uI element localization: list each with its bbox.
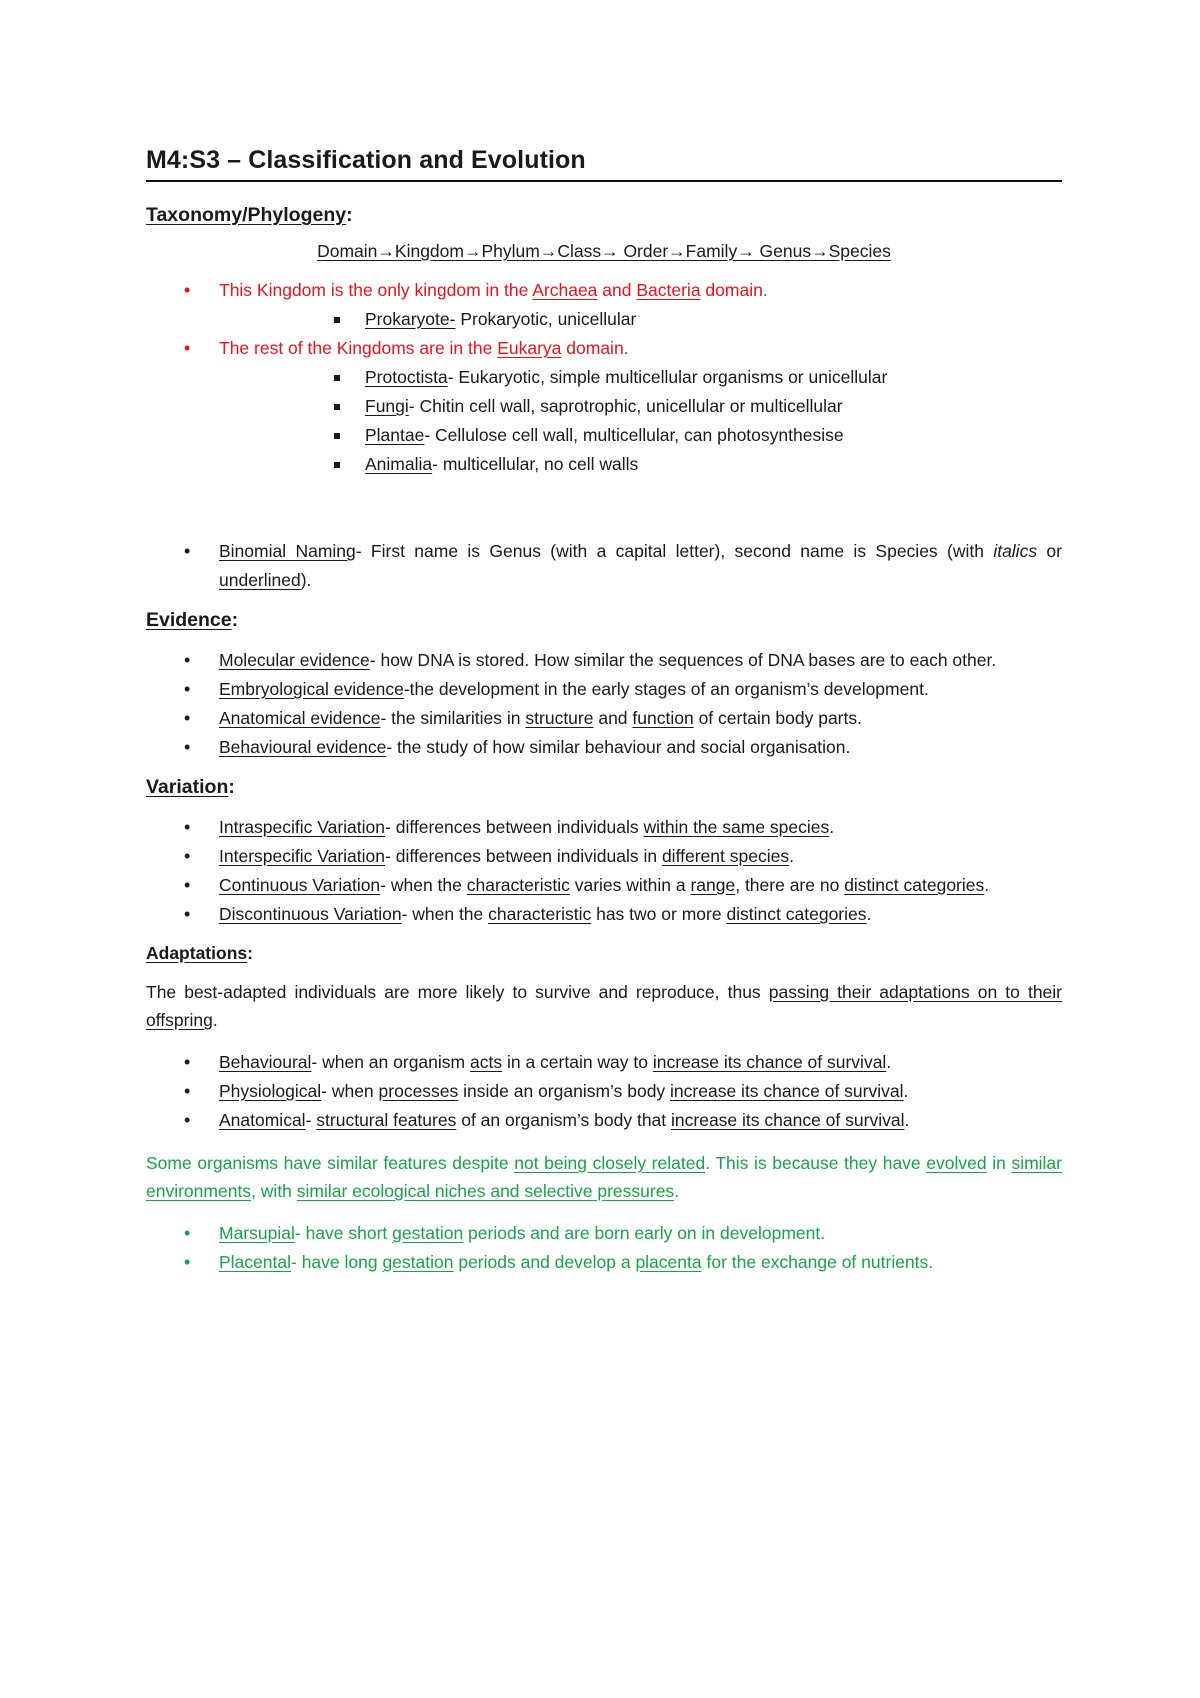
- list-item-physiological-adaptation: • Physiological- when processes inside an organism’s body increase its chance of survival.: [146, 1077, 1062, 1106]
- list-item-fungi: Fungi- Chitin cell wall, saprotrophic, unicellular or multicellular: [146, 392, 1062, 421]
- list-item-discontinuous: • Discontinuous Variation- when the characteristic has two or more distinct categories.: [146, 900, 1062, 929]
- list-item-behavioural: • Behavioural evidence- the study of how similar behaviour and social organisation.: [146, 733, 1062, 762]
- convergent-evolution-paragraph: Some organisms have similar features despite not being closely related. This is because they have evolved in similar environments, with similar ecological niches and selective pressures.: [146, 1153, 1062, 1201]
- section-heading-adaptations: Adaptations:: [146, 943, 253, 963]
- binomial-list: [146, 537, 1062, 595]
- list-item-anatomical: • Anatomical evidence- the similarities in structure and function of certain body parts.: [146, 704, 1062, 733]
- section-heading-taxonomy: Taxonomy/Phylogeny:: [146, 204, 353, 226]
- document-content: [146, 146, 1062, 1291]
- list-item-animalia: Animalia- multicellular, no cell walls: [146, 450, 1062, 479]
- section-heading-variation: Variation:: [146, 776, 235, 798]
- list-item-marsupial: • Marsupial- have short gestation periods and are born early on in development.: [146, 1219, 1062, 1248]
- list-item-molecular: • Molecular evidence- how DNA is stored. How similar the sequences of DNA bases are to each other.: [146, 646, 1062, 675]
- list-item-interspecific: • Interspecific Variation- differences between individuals in different species.: [146, 842, 1062, 871]
- evidence-list: [146, 646, 1062, 762]
- section-heading-evidence: Evidence:: [146, 609, 239, 631]
- variation-list: [146, 813, 1062, 929]
- adaptations-list: [146, 1048, 1062, 1135]
- taxonomy-sequence: Domain→Kingdom→Phylum→Class→ Order→Family→ Genus→Species: [317, 241, 891, 261]
- list-item-embryological: • Embryological evidence-the development in the early stages of an organism’s development.: [146, 675, 1062, 704]
- list-item-continuous: • Continuous Variation- when the characteristic varies within a range, there are no distinct categories.: [146, 871, 1062, 900]
- list-item-plantae: Plantae- Cellulose cell wall, multicellular, can photosynthesise: [146, 421, 1062, 450]
- list-item-protoctista: Protoctista- Eukaryotic, simple multicellular organisms or unicellular: [146, 363, 1062, 392]
- list-item-anatomical-adaptation: • Anatomical- structural features of an organism’s body that increase its chance of survival.: [146, 1106, 1062, 1135]
- adaptations-intro: The best-adapted individuals are more likely to survive and reproduce, thus passing their adaptations on to their offspring.: [146, 982, 1062, 1030]
- list-item-intraspecific: • Intraspecific Variation- differences between individuals within the same species.: [146, 813, 1062, 842]
- list-item-eukarya: • The rest of the Kingdoms are in the Eukarya domain.: [146, 334, 1062, 363]
- list-item-prokaryote: Prokaryote- Prokaryotic, unicellular: [146, 305, 1062, 334]
- list-item-binomial: • Binomial Naming- First name is Genus (with a capital letter), second name is Species (with italics or underlined).: [146, 537, 1062, 595]
- mammals-list: [146, 1219, 1062, 1277]
- page-title: M4:S3 – Classification and Evolution: [146, 146, 1062, 182]
- list-item-behavioural-adaptation: • Behavioural- when an organism acts in a certain way to increase its chance of survival.: [146, 1048, 1062, 1077]
- list-item-archaea: • This Kingdom is the only kingdom in the Archaea and Bacteria domain.: [146, 276, 1062, 305]
- list-item-placental: • Placental- have long gestation periods and develop a placenta for the exchange of nutrients.: [146, 1248, 1062, 1277]
- taxonomy-list: [146, 276, 1062, 479]
